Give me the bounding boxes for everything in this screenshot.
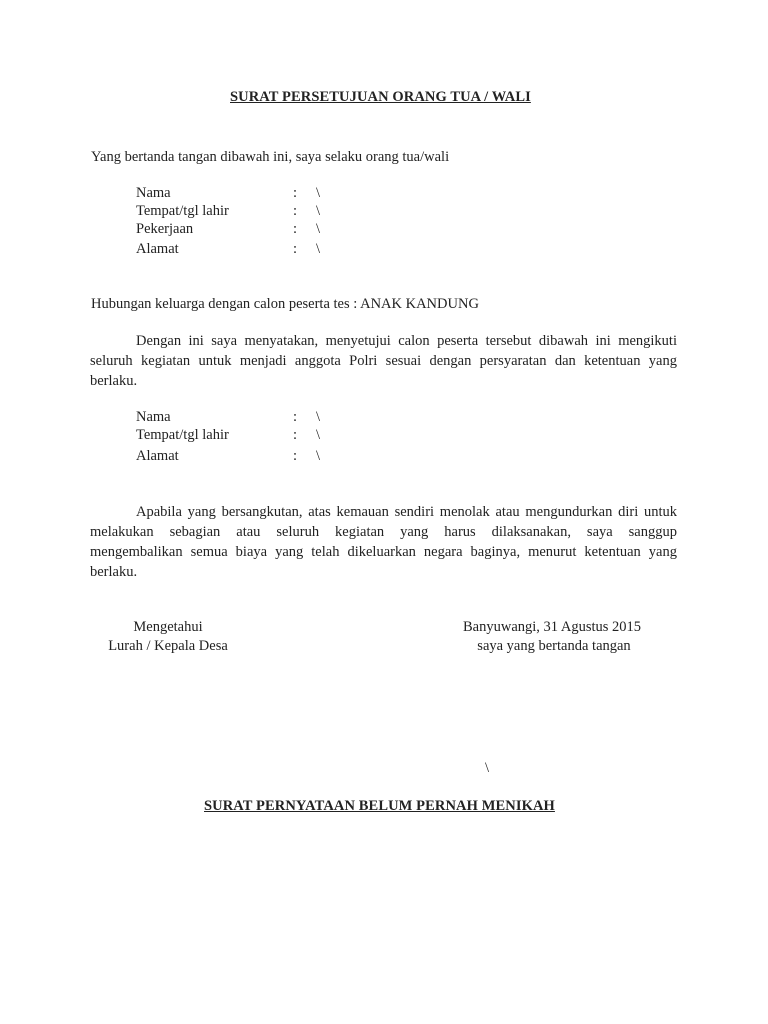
field-label: Pekerjaan <box>136 221 194 237</box>
sign-left-heading: Mengetahui <box>133 619 203 635</box>
candidate-field-birth <box>136 427 356 445</box>
intro-text: Yang bertanda tangan dibawah ini, saya selaku orang tua/wali <box>91 149 450 165</box>
document-title: SURAT PERSETUJUAN ORANG TUA / WALI <box>230 89 531 105</box>
sign-left-role: Lurah / Kepala Desa <box>108 638 228 654</box>
field-colon: : <box>293 241 298 257</box>
field-label: Alamat <box>136 448 179 464</box>
field-value: \ <box>316 427 321 443</box>
field-value: \ <box>316 221 321 237</box>
field-value: \ <box>316 241 321 257</box>
field-label: Nama <box>136 185 171 201</box>
parent-field-job <box>136 221 356 239</box>
field-label: Tempat/tgl lahir <box>136 203 229 219</box>
field-colon: : <box>293 221 298 237</box>
parent-field-birth <box>136 203 356 221</box>
refund-paragraph <box>90 502 677 582</box>
signature-mark: \ <box>485 760 490 776</box>
paragraph-line: berlaku. <box>90 373 138 389</box>
sign-right-place-date: Banyuwangi, 31 Agustus 2015 <box>462 619 642 635</box>
parent-field-name <box>136 185 356 203</box>
candidate-field-address <box>136 448 356 466</box>
second-document-title: SURAT PERNYATAAN BELUM PERNAH MENIKAH <box>204 798 555 814</box>
field-colon: : <box>293 427 298 443</box>
sign-right-role: saya yang bertanda tangan <box>477 638 631 654</box>
paragraph-line: Dengan ini saya menyatakan, menyetujui calon peserta tersebut dibawah ini mengikuti <box>136 333 677 349</box>
paragraph-line: berlaku. <box>90 564 138 580</box>
paragraph-line: seluruh kegiatan untuk menjadi anggota Polri sesuai dengan persyaratan dan ketentuan yang <box>90 353 677 369</box>
field-value: \ <box>316 448 321 464</box>
field-value: \ <box>316 203 321 219</box>
field-value: \ <box>316 409 321 425</box>
paragraph-line: Apabila yang bersangkutan, atas kemauan sendiri menolak atau mengundurkan diri untuk <box>136 504 677 520</box>
parent-field-address <box>136 241 356 259</box>
paragraph-line: mengembalikan semua biaya yang telah dikeluarkan negara baginya, menurut ketentuan yang <box>90 544 677 560</box>
field-label: Nama <box>136 409 171 425</box>
field-label: Alamat <box>136 241 179 257</box>
field-colon: : <box>293 448 298 464</box>
paragraph-line: melakukan sebagian atau seluruh kegiatan yang harus dilaksanakan, saya sanggup <box>90 524 677 540</box>
candidate-field-name <box>136 409 356 427</box>
statement-paragraph <box>90 331 677 391</box>
field-colon: : <box>293 185 298 201</box>
relation-text: Hubungan keluarga dengan calon peserta tes : ANAK KANDUNG <box>91 296 479 312</box>
field-label: Tempat/tgl lahir <box>136 427 229 443</box>
field-colon: : <box>293 409 298 425</box>
field-value: \ <box>316 185 321 201</box>
field-colon: : <box>293 203 298 219</box>
